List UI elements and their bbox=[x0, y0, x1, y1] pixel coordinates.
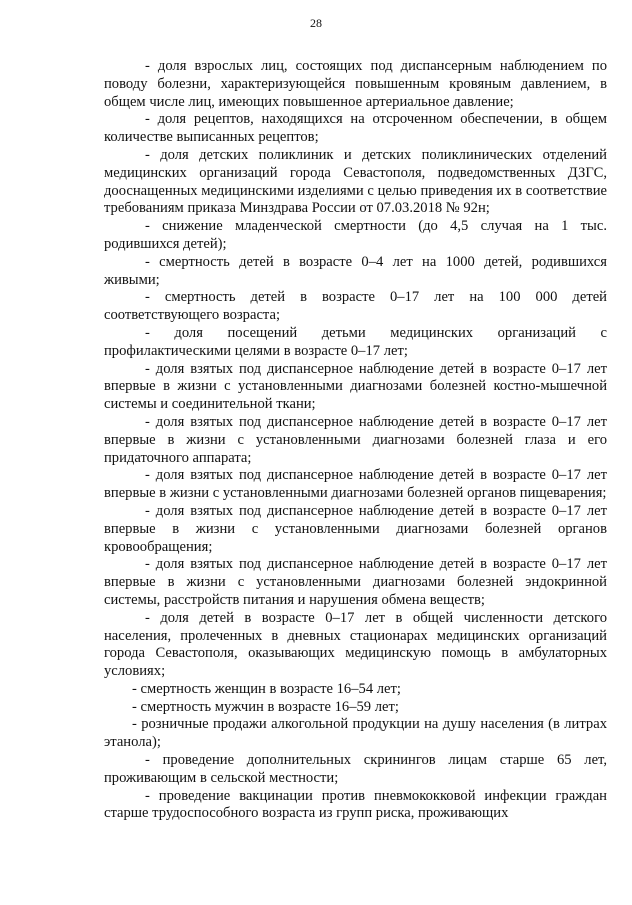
list-item: - доля посещений детьми медицинских организаций с профилактическими целями в возрасте 0–17 лет; bbox=[104, 324, 607, 359]
list-item: - проведение дополнительных скринингов лицам старше 65 лет, проживающим в сельской местности; bbox=[104, 752, 607, 786]
indicator-list bbox=[104, 58, 607, 823]
list-item: - доля взятых под диспансерное наблюдение детей в возрасте 0–17 лет впервые в жизни с установленными диагнозами болезней глаза и его придаточного аппарата; bbox=[104, 413, 607, 466]
list-item: - смертность женщин в возрасте 16–54 лет; bbox=[132, 680, 401, 697]
list-item: - смертность детей в возрасте 0–17 лет на 100 000 детей соответствующего возраста; bbox=[104, 289, 607, 324]
list-item: - снижение младенческой смертности (до 4,5 случая на 1 тыс. родившихся детей); bbox=[104, 218, 607, 252]
list-item: - доля взятых под диспансерное наблюдение детей в возрасте 0–17 лет впервые в жизни с установленными диагнозами болезней эндокринной системы, расстройств питания и нарушения обмена веществ; bbox=[104, 556, 607, 608]
list-item: - доля рецептов, находящихся на отсроченном обеспечении, в общем количестве выписанных рецептов; bbox=[104, 111, 607, 146]
list-item: - доля взятых под диспансерное наблюдение детей в возрасте 0–17 лет впервые в жизни с установленными диагнозами болезней костно-мышечной системы и соединительной ткани; bbox=[104, 360, 607, 413]
list-item: - доля детских поликлиник и детских поликлинических отделений медицинских организаций города Севастополя, подведомственных ДЗГС, дооснащенных медицинскими изделиями с целью приведения их в соответствие требованиям приказа Минздрава России от 07.03.2018 № 92н; bbox=[104, 146, 607, 217]
list-item: - доля взрослых лиц, состоящих под диспансерным наблюдением по поводу болезни, характеризующейся повышенным кровяным давлением, в общем числе лиц, имеющих повышенное артериальное давление; bbox=[104, 58, 607, 110]
list-item: - проведение вакцинации против пневмококковой инфекции граждан старше трудоспособного возраста из групп риска, проживающих bbox=[104, 787, 607, 822]
list-item: - доля взятых под диспансерное наблюдение детей в возрасте 0–17 лет впервые в жизни с установленными диагнозами болезней органов пищеварения; bbox=[104, 467, 607, 502]
list-item: - розничные продажи алкогольной продукции на душу населения (в литрах этанола); bbox=[104, 716, 607, 751]
list-item: - смертность детей в возрасте 0–4 лет на 1000 детей, родившихся живыми; bbox=[104, 253, 607, 288]
list-item: - доля взятых под диспансерное наблюдение детей в возрасте 0–17 лет впервые в жизни с установленными диагнозами болезней органов кровообращения; bbox=[104, 502, 607, 555]
list-item: - доля детей в возрасте 0–17 лет в общей численности детского населения, пролеченных в дневных стационарах медицинских организаций города Севастополя, оказывающих медицинскую помощь в амбулаторных условиях; bbox=[104, 609, 607, 680]
list-item: - смертность мужчин в возрасте 16–59 лет; bbox=[132, 698, 399, 715]
page-number: 28 bbox=[310, 16, 322, 30]
